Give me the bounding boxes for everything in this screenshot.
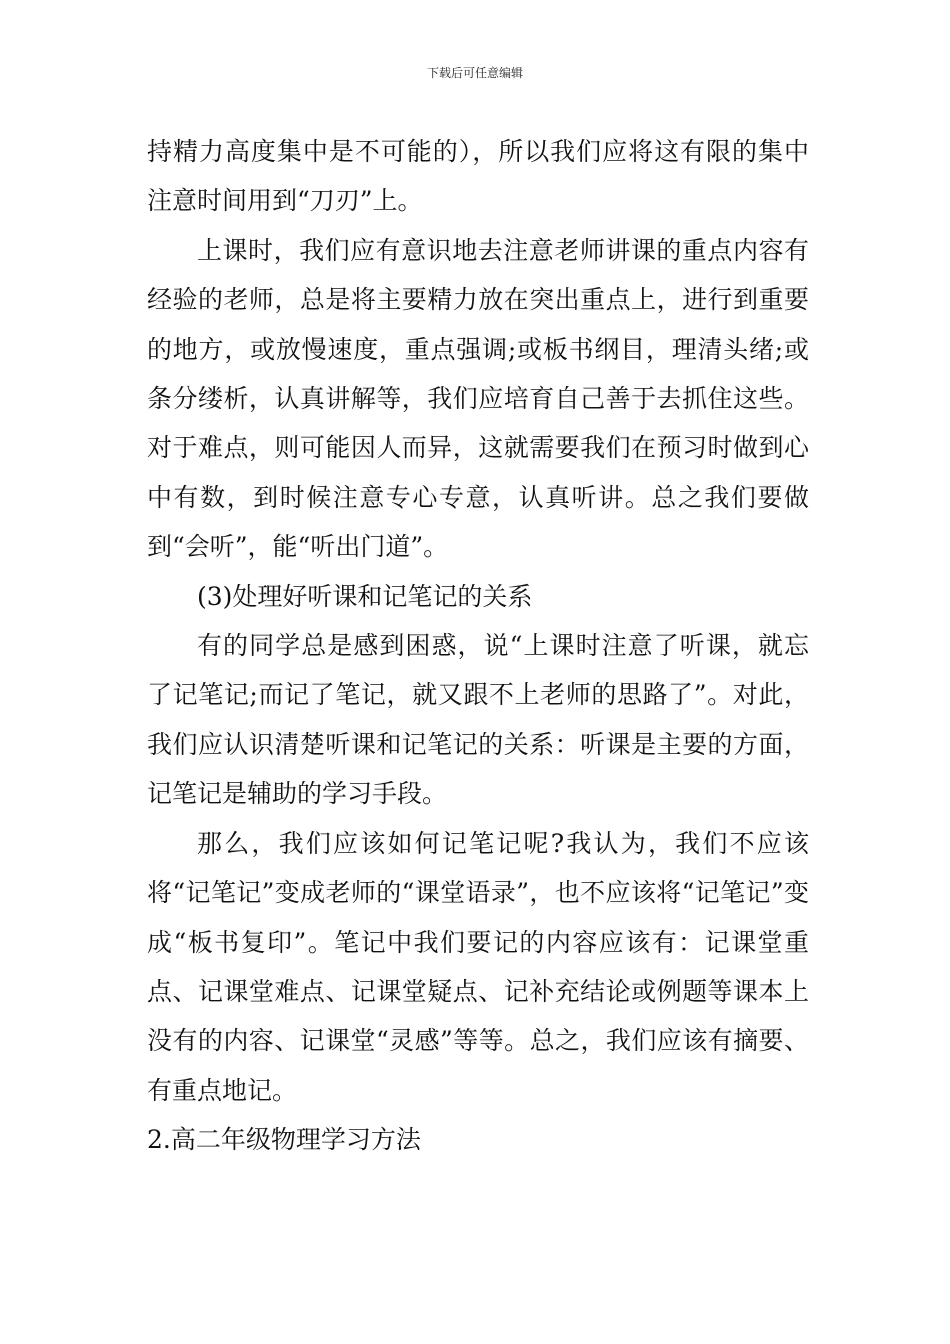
paragraph-continuation: 持精力高度集中是不可能的），所以我们应将这有限的集中注意时间用到“刀刃”上。 xyxy=(147,137,809,216)
section-heading-physics-methods: 2.高二年级物理学习方法 xyxy=(147,1125,421,1155)
paragraph-listening-focus: 上课时，我们应有意识地去注意老师讲课的重点内容有经验的老师，总是将主要精力放在突出重点上，进行到重要的地方，或放慢速度，重点强调;或板书纲目，理清头绪;或条分缕析，认真讲解等，我们应培育自己善于去抓住这些。对于难点，则可能因人而异，这就需要我们在预习时做到心中有数，到时候注意专心专意，认真听讲。总之我们要做到“会听”，能“听出门道”。 xyxy=(147,235,809,562)
subheading-notes-relation: (3)处理好听课和记笔记的关系 xyxy=(197,581,533,611)
paragraph-confusion: 有的同学总是感到困惑，说“上课时注意了听课，就忘了记笔记;而记了笔记，就又跟不上老师的思路了”。对此，我们应认识清楚听课和记笔记的关系：听课是主要的方面，记笔记是辅助的学习手段。 xyxy=(147,631,809,809)
paragraph-how-to-take-notes: 那么，我们应该如何记笔记呢?我认为，我们不应该将“记笔记”变成老师的“课堂语录”，也不应该将“记笔记”变成“板书复印”。笔记中我们要记的内容应该有：记课堂重点、记课堂难点、记课堂疑点、记补充结论或例题等课本上没有的内容、记课堂“灵感”等等。总之，我们应该有摘要、有重点地记。 xyxy=(147,828,809,1105)
page-header: 下载后可任意编辑 xyxy=(426,66,523,80)
document-body xyxy=(147,127,809,1165)
